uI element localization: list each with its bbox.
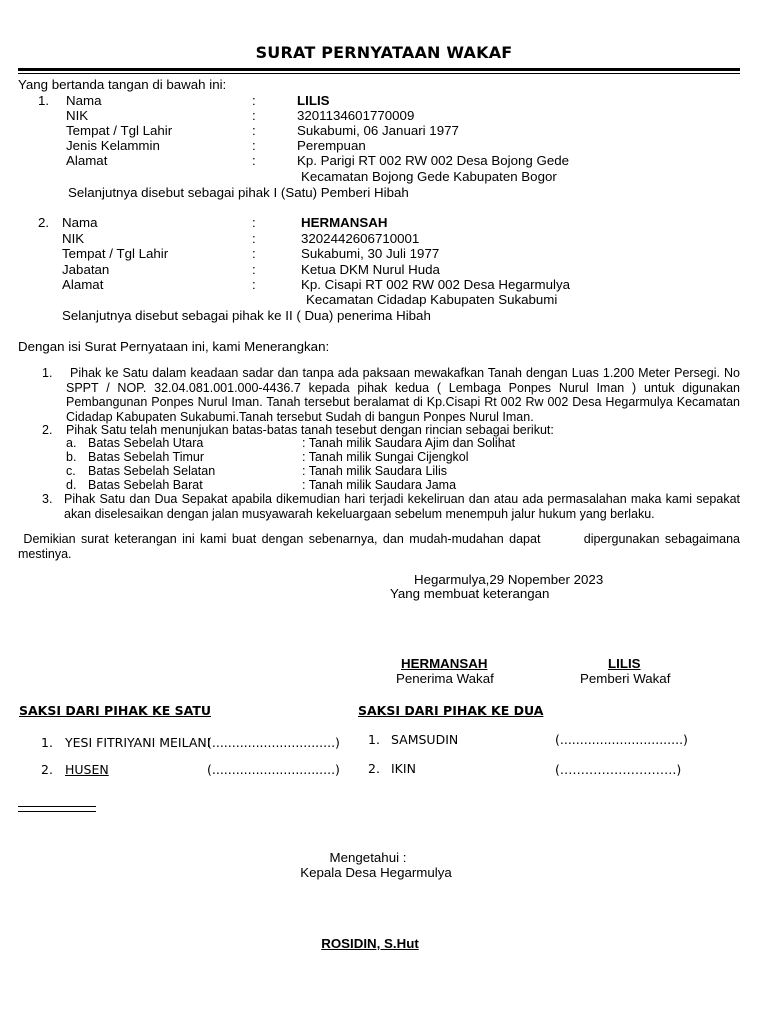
witness1-row-number: 2. <box>41 762 53 777</box>
party1-address: Kp. Parigi RT 002 RW 002 Desa Bojong Gede <box>297 153 570 168</box>
statement-intro: Dengan isi Surat Pernyataan ini, kami Menerangkan: <box>18 339 330 354</box>
party2-label-nik: NIK <box>62 231 85 246</box>
party2-label-name: Nama <box>62 215 98 230</box>
boundary-value: : Tanah milik Sungai Cijengkol <box>302 450 469 464</box>
title-rule-thick <box>18 68 740 71</box>
boundary-label: Batas Sebelah Timur <box>88 450 205 464</box>
village-head-title: Kepala Desa Hegarmulya <box>300 865 452 880</box>
witness2-row-number: 1. <box>368 732 380 747</box>
boundary-label: Batas Sebelah Utara <box>88 436 204 450</box>
boundary-label: Batas Sebelah Selatan <box>88 464 216 478</box>
item-3-text: Pihak Satu dan Dua Sepakat apabila dikemudian hari terjadi kekeliruan dan atau ada permasalahan maka kami sepakat akan diselesaikan dengan jalan musyawarah kekeluargaan sebelum menempuh jalur hukum yang berlaku. <box>64 492 740 521</box>
witness1-signature-line: (...............................) <box>207 735 340 750</box>
boundary-letter: b. <box>66 450 77 464</box>
village-head-name: ROSIDIN, S.Hut <box>321 936 419 951</box>
boundary-label: Batas Sebelah Barat <box>88 478 203 492</box>
witness2-row-name: SAMSUDIN <box>391 732 459 747</box>
witness1-row-name: HUSEN <box>65 762 109 777</box>
party2-address-cont: Kecamatan Cidadap Kabupaten Sukabumi <box>306 292 558 307</box>
party1-name: LILIS <box>297 93 330 108</box>
party1-colon: : <box>252 108 256 123</box>
party2-position: Ketua DKM Nurul Huda <box>301 262 440 277</box>
party1-colon: : <box>252 123 256 138</box>
boundary-letter: c. <box>66 464 76 478</box>
double-rule <box>18 806 96 812</box>
party1-birth: Sukabumi, 06 Januari 1977 <box>297 123 459 138</box>
receiver-name: HERMANSAH <box>401 656 488 671</box>
witness2-heading: SAKSI DARI PIHAK KE DUA <box>358 703 544 718</box>
witness1-heading: SAKSI DARI PIHAK KE SATU <box>19 703 211 718</box>
closing-text: Demikian surat keterangan ini kami buat dengan sebenarnya, dan mudah-mudahan dapat dipergunakan sebagaimana mestinya. <box>18 532 744 561</box>
party2-birth: Sukabumi, 30 Juli 1977 <box>301 246 440 261</box>
item-number-3: 3. <box>42 492 53 506</box>
party1-colon: : <box>252 138 256 153</box>
party2-colon: : <box>252 231 256 246</box>
acknowledged-label: Mengetahui : <box>329 850 407 865</box>
party2-address: Kp. Cisapi RT 002 RW 002 Desa Hegarmulya <box>301 277 571 292</box>
party2-label-address: Alamat <box>62 277 104 292</box>
party2-label-position: Jabatan <box>62 262 110 277</box>
party1-gender: Perempuan <box>297 138 366 153</box>
witness1-signature-line: (...............................) <box>207 762 340 777</box>
place-date: Hegarmulya,29 Nopember 2023 <box>414 572 604 587</box>
boundary-value: : Tanah milik Saudara Ajim dan Solihat <box>302 436 516 450</box>
receiver-role: Penerima Wakaf <box>396 671 494 686</box>
witness2-row-number: 2. <box>368 761 380 776</box>
boundary-value: : Tanah milik Saudara Jama <box>302 478 457 492</box>
party1-colon: : <box>252 93 256 108</box>
witness2-signature-line: (……………………….) <box>555 762 682 777</box>
party2-colon: : <box>252 215 256 230</box>
boundary-value: : Tanah milik Saudara Lilis <box>302 464 447 478</box>
made-by: Yang membuat keterangan <box>390 586 550 601</box>
witness2-row-name: IKIN <box>391 761 416 776</box>
giver-name: LILIS <box>608 656 641 671</box>
witness1-row-name: YESI FITRIYANI MEILANI <box>65 735 211 750</box>
intro-text: Yang bertanda tangan di bawah ini: <box>18 77 227 92</box>
party1-address-cont: Kecamatan Bojong Gede Kabupaten Bogor <box>301 169 557 184</box>
boundary-letter: d. <box>66 478 77 492</box>
item-1-text <box>66 366 740 424</box>
witness1-row-number: 1. <box>41 735 53 750</box>
party2-name: HERMANSAH <box>301 215 388 230</box>
item-number-2: 2. <box>42 423 53 437</box>
party1-nik: 3201134601770009 <box>297 108 415 123</box>
party1-label-address: Alamat <box>66 153 108 168</box>
title-rule-thin <box>18 73 740 74</box>
party2-colon: : <box>252 262 256 277</box>
party1-number: 1. <box>38 93 50 108</box>
party2-nik: 3202442606710001 <box>301 231 420 246</box>
witness2-signature-line: (...............................) <box>555 732 688 747</box>
boundary-letter: a. <box>66 436 77 450</box>
party2-summary: Selanjutnya disebut sebagai pihak ke II ( Dua) penerima Hibah <box>62 308 431 323</box>
party1-label-nik: NIK <box>66 108 89 123</box>
party1-colon: : <box>252 153 256 168</box>
item-1-body: Pihak ke Satu dalam keadaan sadar dan tanpa ada paksaan mewakafkan Tanah dengan Luas 1.200 Meter Persegi. No SPPT / NOP. 32.04.081.001.000-4436.7 kepada pihak kedua ( Lembaga Ponpes Nurul Iman ) untuk digunakan Pembangunan Ponpes Nurul Iman. Tanah tersebut beralamat di Kp.Cisapi Rt 002 Rw 002 Desa Hegarmulya Kecamatan Cidadap Kabupaten Sukabumi.Tanah tersebut Sudah di bangun Ponpes Nurul Iman. <box>66 366 740 424</box>
party1-label-gender: Jenis Kelammin <box>66 138 160 153</box>
party2-colon: : <box>252 246 256 261</box>
giver-role: Pemberi Wakaf <box>580 671 671 686</box>
party1-summary: Selanjutnya disebut sebagai pihak I (Satu) Pemberi Hibah <box>68 185 409 200</box>
item-number-1: 1. <box>42 366 53 380</box>
party1-label-name: Nama <box>66 93 102 108</box>
party2-colon: : <box>252 277 256 292</box>
document-title: SURAT PERNYATAAN WAKAF <box>255 43 513 62</box>
party2-label-birth: Tempat / Tgl Lahir <box>62 246 169 261</box>
party2-number: 2. <box>38 215 50 230</box>
item-2-text: Pihak Satu telah menunjukan batas-batas tanah tesebut dengan rincian sebagai berikut: <box>66 423 554 437</box>
party1-label-birth: Tempat / Tgl Lahir <box>66 123 173 138</box>
